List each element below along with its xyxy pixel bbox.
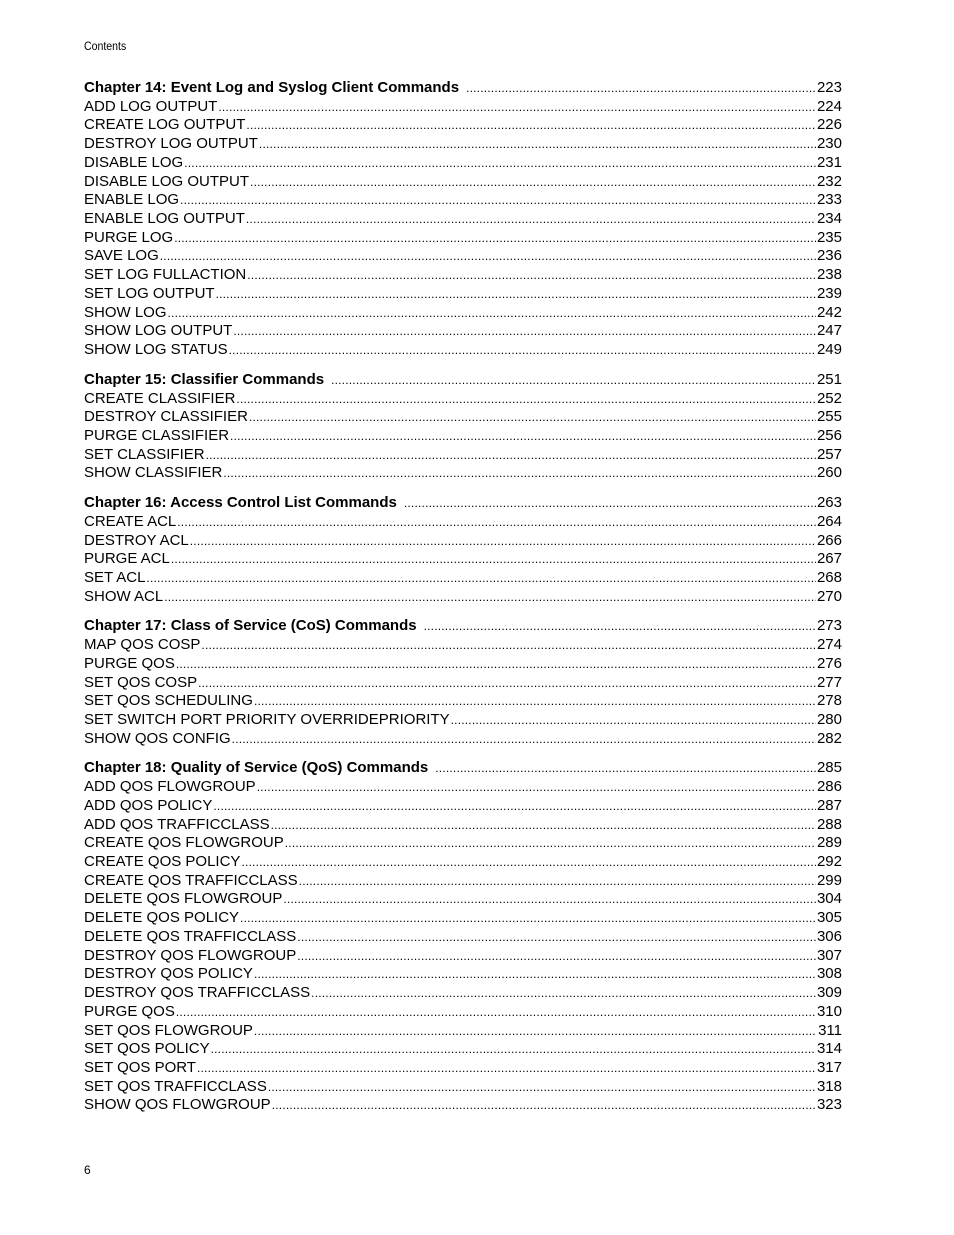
entry-page-number: 306 [816, 927, 842, 945]
toc-chapter-heading[interactable] [84, 79, 842, 98]
toc-entry[interactable] [84, 853, 842, 872]
toc-entry[interactable] [84, 513, 842, 532]
toc-entry[interactable] [84, 341, 842, 360]
entry-label: CREATE QOS POLICY [84, 853, 241, 871]
entry-label: DISABLE LOG OUTPUT [84, 172, 250, 190]
entry-page-number: 224 [816, 97, 842, 115]
entry-page-number: 274 [816, 636, 842, 654]
entry-page-number: 276 [816, 654, 842, 672]
chapter-page-number: 263 [816, 494, 842, 512]
dot-leader [164, 588, 816, 607]
toc-entry[interactable] [84, 154, 842, 173]
entry-page-number: 308 [816, 965, 842, 983]
dot-leader [176, 1003, 816, 1022]
entry-page-number: 309 [816, 984, 842, 1002]
entry-page-number: 286 [816, 778, 842, 796]
entry-page-number: 270 [816, 587, 842, 605]
entry-page-number: 288 [816, 815, 842, 833]
toc-entry[interactable] [84, 1078, 842, 1097]
dot-leader [250, 173, 816, 192]
dot-leader [184, 154, 816, 173]
dot-leader [232, 730, 816, 749]
dot-leader [198, 674, 816, 693]
toc-entry[interactable] [84, 266, 842, 285]
entry-label: SET ACL [84, 568, 146, 586]
entry-label: ADD QOS FLOWGROUP [84, 778, 256, 796]
chapter-page-number: 273 [816, 617, 842, 635]
entry-label: CREATE QOS TRAFFICCLASS [84, 871, 298, 889]
entry-label: DESTROY QOS TRAFFICCLASS [84, 984, 311, 1002]
dot-leader [249, 408, 816, 427]
dot-leader [311, 984, 816, 1003]
toc-entry[interactable] [84, 872, 842, 891]
entry-label: CREATE LOG OUTPUT [84, 116, 246, 134]
dot-leader [451, 711, 816, 730]
entry-label: DESTROY QOS FLOWGROUP [84, 946, 297, 964]
toc-entry[interactable] [84, 464, 842, 483]
toc-chapter-section [84, 617, 842, 748]
entry-label: SHOW LOG OUTPUT [84, 322, 233, 340]
entry-label: PURGE QOS [84, 1002, 175, 1020]
toc-entry[interactable] [84, 674, 842, 693]
dot-leader [176, 655, 816, 674]
entry-label: SAVE LOG [84, 247, 159, 265]
toc-entry[interactable] [84, 778, 842, 797]
toc-chapter-section [84, 79, 842, 360]
entry-page-number: 247 [816, 322, 842, 340]
entry-label: DESTROY ACL [84, 531, 189, 549]
entry-page-number: 232 [816, 172, 842, 190]
chapter-page-number: 223 [816, 79, 842, 96]
toc-entry[interactable] [84, 730, 842, 749]
entry-label: DESTROY CLASSIFIER [84, 408, 248, 426]
toc-entry[interactable] [84, 1003, 842, 1022]
toc-entry[interactable] [84, 984, 842, 1003]
entry-page-number: 267 [816, 550, 842, 568]
toc-entry[interactable] [84, 304, 842, 323]
dot-leader [206, 446, 816, 465]
entry-page-number: 268 [816, 568, 842, 586]
dot-leader [190, 532, 816, 551]
entry-page-number: 239 [816, 284, 842, 302]
entry-page-number: 236 [816, 247, 842, 265]
toc-entry[interactable] [84, 711, 842, 730]
toc-entry[interactable] [84, 408, 842, 427]
toc-entry[interactable] [84, 427, 842, 446]
entry-label: ENABLE LOG OUTPUT [84, 210, 245, 228]
dot-leader [246, 116, 816, 135]
dot-leader [283, 890, 816, 909]
toc-chapter-section [84, 759, 842, 1115]
entry-label: PURGE ACL [84, 550, 170, 568]
entry-page-number: 233 [816, 191, 842, 209]
entry-label: SET LOG FULLACTION [84, 266, 247, 284]
dot-leader [229, 341, 816, 360]
entry-label: SHOW LOG [84, 303, 167, 321]
chapter-title: Chapter 15: Classifier Commands [84, 370, 325, 388]
entry-label: SET SWITCH PORT PRIORITY OVERRIDEPRIORITY [84, 711, 450, 728]
dot-leader [297, 928, 816, 947]
dot-leader [299, 872, 816, 891]
toc-entry[interactable] [84, 550, 842, 569]
entry-page-number: 314 [816, 1040, 842, 1058]
chapter-title: Chapter 16: Access Control List Commands [84, 494, 397, 512]
dot-leader [297, 947, 816, 966]
chapter-page-number: 251 [816, 370, 842, 388]
toc-entry[interactable] [84, 797, 842, 816]
entry-page-number: 323 [816, 1096, 842, 1114]
entry-label: CREATE CLASSIFIER [84, 389, 236, 407]
entry-label: SET QOS COSP [84, 673, 198, 691]
toc-chapter-heading[interactable] [84, 371, 842, 390]
dot-leader [213, 797, 816, 816]
entry-page-number: 299 [816, 871, 842, 889]
entry-page-number: 292 [816, 853, 842, 871]
toc-entry[interactable] [84, 1096, 842, 1115]
entry-label: DESTROY QOS POLICY [84, 965, 253, 983]
toc-entry[interactable] [84, 173, 842, 192]
entry-page-number: 311 [818, 1021, 842, 1039]
dot-leader [424, 617, 816, 636]
dot-leader [218, 98, 816, 117]
entry-label: DELETE QOS POLICY [84, 909, 240, 927]
entry-label: SHOW QOS FLOWGROUP [84, 1096, 271, 1114]
entry-page-number: 289 [816, 834, 842, 852]
entry-label: DELETE QOS FLOWGROUP [84, 890, 283, 908]
dot-leader [247, 266, 816, 285]
chapter-title: Chapter 18: Quality of Service (QoS) Commands [84, 759, 429, 777]
entry-label: SET QOS TRAFFICCLASS [84, 1077, 267, 1095]
entry-label: ADD LOG OUTPUT [84, 97, 218, 115]
entry-page-number: 310 [816, 1002, 842, 1020]
toc-entry[interactable] [84, 890, 842, 909]
dot-leader [171, 550, 816, 569]
entry-label: SHOW LOG STATUS [84, 341, 228, 359]
dot-leader [268, 1078, 816, 1097]
entry-page-number: 307 [816, 946, 842, 964]
entry-label: CREATE ACL [84, 512, 177, 530]
dot-leader [236, 390, 816, 409]
dot-leader [240, 909, 816, 928]
dot-leader [271, 816, 816, 835]
entry-page-number: 282 [816, 729, 842, 747]
toc-entry[interactable] [84, 692, 842, 711]
dot-leader [223, 464, 816, 483]
entry-page-number: 235 [816, 228, 842, 246]
toc-entry[interactable] [84, 655, 842, 674]
dot-leader [257, 778, 816, 797]
entry-label: CREATE QOS FLOWGROUP [84, 834, 284, 852]
entry-page-number: 234 [816, 210, 842, 228]
dot-leader [197, 1059, 816, 1078]
entry-page-number: 264 [816, 512, 842, 530]
dot-leader [254, 692, 816, 711]
dot-leader [230, 427, 816, 446]
entry-label: PURGE CLASSIFIER [84, 426, 230, 444]
toc-chapter-heading[interactable] [84, 759, 842, 778]
toc-entry[interactable] [84, 247, 842, 266]
table-of-contents [84, 79, 842, 1126]
entry-page-number: 230 [816, 135, 842, 153]
entry-label: SHOW QOS CONFIG [84, 729, 231, 747]
toc-entry[interactable] [84, 816, 842, 835]
entry-page-number: 252 [816, 389, 842, 407]
entry-page-number: 277 [816, 673, 842, 691]
running-header: Contents [84, 39, 127, 53]
entry-page-number: 305 [816, 909, 842, 927]
dot-leader [177, 513, 816, 532]
entry-label: SET LOG OUTPUT [84, 284, 215, 302]
page-number: 6 [84, 1163, 91, 1177]
dot-leader [146, 569, 816, 588]
toc-chapter-section [84, 494, 842, 606]
dot-leader [254, 965, 816, 984]
dot-leader [233, 322, 816, 341]
entry-page-number: 318 [816, 1077, 842, 1095]
entry-label: SET QOS POLICY [84, 1040, 210, 1058]
entry-label: SET CLASSIFIER [84, 445, 205, 463]
entry-label: MAP QOS COSP [84, 636, 201, 654]
dot-leader [259, 135, 816, 154]
toc-entry[interactable] [84, 390, 842, 409]
toc-entry[interactable] [84, 532, 842, 551]
entry-label: ENABLE LOG [84, 191, 180, 209]
entry-label: DELETE QOS TRAFFICCLASS [84, 927, 297, 945]
dot-leader [168, 304, 816, 323]
dot-leader [285, 834, 816, 853]
entry-label: DISABLE LOG [84, 153, 184, 171]
entry-page-number: 242 [816, 303, 842, 321]
chapter-title: Chapter 17: Class of Service (CoS) Commands [84, 617, 417, 635]
dot-leader [201, 636, 816, 655]
toc-entry[interactable] [84, 909, 842, 928]
toc-entry[interactable] [84, 98, 842, 117]
toc-entry[interactable] [84, 569, 842, 588]
toc-entry[interactable] [84, 965, 842, 984]
entry-page-number: 238 [816, 266, 842, 284]
entry-label: ADD QOS POLICY [84, 796, 213, 814]
entry-page-number: 287 [816, 796, 842, 814]
toc-entry[interactable] [84, 446, 842, 465]
toc-entry[interactable] [84, 636, 842, 655]
entry-label: SET QOS PORT [84, 1058, 196, 1076]
dot-leader [466, 79, 816, 98]
entry-page-number: 257 [816, 445, 842, 463]
toc-chapter-heading[interactable] [84, 617, 842, 636]
toc-entry[interactable] [84, 191, 842, 210]
toc-entry[interactable] [84, 928, 842, 947]
entry-label: PURGE LOG [84, 228, 174, 246]
dot-leader [241, 853, 816, 872]
chapter-title: Chapter 14: Event Log and Syslog Client Commands [84, 79, 460, 96]
dot-leader [404, 494, 816, 513]
dot-leader [272, 1096, 816, 1115]
toc-entry[interactable] [84, 1059, 842, 1078]
entry-page-number: 317 [816, 1058, 842, 1076]
entry-label: ADD QOS TRAFFICCLASS [84, 815, 270, 833]
toc-entry[interactable] [84, 285, 842, 304]
entry-page-number: 249 [816, 341, 842, 359]
entry-page-number: 226 [816, 116, 842, 134]
dot-leader [216, 285, 816, 304]
entry-label: SHOW ACL [84, 587, 164, 605]
dot-leader [160, 247, 816, 266]
dot-leader [211, 1040, 816, 1059]
toc-entry[interactable] [84, 947, 842, 966]
dot-leader [254, 1022, 817, 1041]
toc-chapter-section [84, 371, 842, 483]
dot-leader [174, 229, 816, 248]
entry-label: SET QOS SCHEDULING [84, 692, 253, 710]
toc-entry[interactable] [84, 588, 842, 607]
entry-label: SHOW CLASSIFIER [84, 464, 223, 482]
entry-page-number: 255 [816, 408, 842, 426]
entry-page-number: 266 [816, 531, 842, 549]
toc-entry[interactable] [84, 135, 842, 154]
entry-page-number: 260 [816, 464, 842, 482]
toc-entry[interactable] [84, 1040, 842, 1059]
toc-entry[interactable] [84, 834, 842, 853]
chapter-page-number: 285 [816, 759, 842, 777]
entry-page-number: 304 [816, 890, 842, 908]
dot-leader [246, 210, 816, 229]
toc-entry[interactable] [84, 322, 842, 341]
dot-leader [331, 371, 816, 390]
toc-entry[interactable] [84, 1022, 842, 1041]
entry-label: DESTROY LOG OUTPUT [84, 135, 258, 153]
toc-entry[interactable] [84, 210, 842, 229]
toc-entry[interactable] [84, 116, 842, 135]
entry-label: SET QOS FLOWGROUP [84, 1021, 253, 1039]
toc-chapter-heading[interactable] [84, 494, 842, 513]
dot-leader [180, 191, 816, 210]
entry-page-number: 231 [816, 153, 842, 171]
entry-label: PURGE QOS [84, 654, 175, 672]
entry-page-number: 278 [816, 692, 842, 710]
entry-page-number: 280 [816, 711, 842, 728]
toc-entry[interactable] [84, 229, 842, 248]
entry-page-number: 256 [816, 426, 842, 444]
dot-leader [435, 759, 816, 778]
